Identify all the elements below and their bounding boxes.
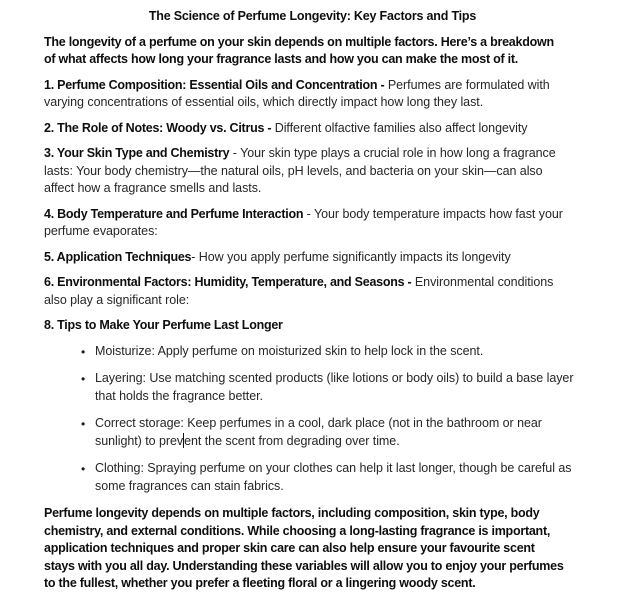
- text-run-bold: 6. Environmental Factors: Humidity, Temperature, and Seasons -: [44, 275, 412, 289]
- bullet-marker-icon: •: [81, 344, 86, 359]
- text-run: perfume evaporates:: [44, 224, 158, 238]
- text-line[interactable]: [95, 460, 625, 478]
- text-line[interactable]: [95, 415, 625, 433]
- section-8-tips-heading: [44, 317, 625, 335]
- bullet-item[interactable]: [81, 343, 625, 361]
- text-line[interactable]: [44, 540, 625, 558]
- text-line[interactable]: [95, 433, 625, 451]
- text-line[interactable]: [44, 34, 625, 52]
- text-line[interactable]: [44, 274, 625, 292]
- bullet-item[interactable]: [81, 415, 625, 450]
- text-run: ent the scent from degrading over time.: [184, 433, 400, 448]
- conclusion-paragraph: [44, 505, 625, 593]
- text-run-bold: 8. Tips to Make Your Perfume Last Longer: [44, 318, 283, 332]
- text-line[interactable]: [44, 523, 625, 541]
- document-body: [0, 34, 625, 593]
- text-run: Correct storage: Keep perfumes in a cool, dark place (not in the bathroom or near: [95, 416, 542, 430]
- text-line[interactable]: [95, 370, 625, 388]
- text-run: also play a significant role:: [44, 292, 190, 307]
- text-line[interactable]: [44, 94, 625, 112]
- text-line[interactable]: [44, 163, 625, 181]
- section-3-skin-type: [44, 145, 625, 198]
- text-run-bold: Perfume longevity depends on multiple factors, including composition, skin type, body: [44, 506, 540, 520]
- text-run: Clothing: Spraying perfume on your clothes can help it last longer, though be careful as: [95, 461, 572, 475]
- bullet-marker-icon: •: [81, 417, 86, 431]
- text-line[interactable]: [44, 180, 625, 198]
- text-run-bold: 5. Application Techniques: [44, 249, 192, 264]
- text-run-bold: application techniques and proper skin care can also help ensure your favourite scent: [44, 541, 535, 555]
- text-run: Different olfactive families also affect longevity: [271, 120, 528, 135]
- text-line[interactable]: [44, 505, 625, 523]
- text-line[interactable]: [95, 478, 625, 496]
- text-line[interactable]: [44, 292, 625, 310]
- text-line[interactable]: [44, 145, 625, 163]
- text-run: some fragrances can stain fabrics.: [95, 478, 284, 493]
- text-line[interactable]: [44, 249, 625, 267]
- text-line[interactable]: [44, 120, 625, 138]
- text-run-bold: 3. Your Skin Type and Chemistry: [44, 146, 230, 160]
- intro-paragraph: [44, 34, 625, 69]
- text-line[interactable]: [44, 51, 625, 69]
- text-run: sunlight) to prev: [95, 433, 184, 448]
- bullet-marker-icon: •: [81, 462, 86, 476]
- text-line[interactable]: [44, 223, 625, 241]
- text-run: - Your body temperature impacts how fast your: [303, 206, 563, 221]
- section-5-application: [44, 249, 625, 267]
- section-2-notes: [44, 120, 625, 138]
- section-4-body-temperature: [44, 206, 625, 241]
- section-6-environment: [44, 274, 625, 309]
- text-run-bold: 4. Body Temperature and Perfume Interaction: [44, 206, 304, 221]
- text-line[interactable]: [44, 558, 625, 576]
- text-run: Perfumes are formulated with: [384, 77, 550, 92]
- text-run-bold: to the fullest, whether you prefer a fleeting floral or a lingering woody scent.: [44, 576, 476, 590]
- doc-title-text: The Science of Perfume Longevity: Key Factors and Tips: [148, 9, 477, 23]
- tips-list: [44, 343, 625, 496]
- text-run-bold: 2. The Role of Notes: Woody vs. Citrus -: [44, 120, 272, 135]
- text-run: lasts: Your body chemistry—the natural oils, pH levels, and bacteria on your skin—can also: [44, 163, 543, 178]
- text-run: affect how a fragrance smells and lasts.: [44, 181, 262, 195]
- doc-title[interactable]: [0, 8, 625, 26]
- text-run-bold: The longevity of a perfume on your skin depends on multiple factors. Here’s a breakdown: [44, 34, 554, 49]
- text-line[interactable]: [44, 317, 625, 335]
- text-run: - Your skin type plays a crucial role in how long a fragrance: [229, 146, 556, 160]
- bullet-item[interactable]: [81, 460, 625, 495]
- text-line[interactable]: [44, 77, 625, 95]
- text-line[interactable]: [95, 343, 625, 361]
- text-line[interactable]: [44, 575, 625, 593]
- text-line[interactable]: [95, 388, 625, 406]
- text-run: Environmental conditions: [411, 275, 554, 289]
- text-run: Moisturize: Apply perfume on moisturized skin to help lock in the scent.: [95, 343, 484, 358]
- text-line[interactable]: [44, 206, 625, 224]
- bullet-marker-icon: •: [81, 372, 86, 386]
- text-run-bold: stays with you all day. Understanding these variables will allow you to enjoy your perfumes: [44, 558, 564, 573]
- text-run: - How you apply perfume significantly impacts its longevity: [191, 249, 511, 264]
- text-run-bold: 1. Perfume Composition: Essential Oils and Concentration -: [44, 77, 385, 92]
- bullet-item[interactable]: [81, 370, 625, 405]
- section-1-composition: [44, 77, 625, 112]
- text-run: that holds the fragrance better.: [95, 388, 263, 403]
- text-run-bold: chemistry, and external conditions. While choosing a long-lasting fragrance is important,: [44, 523, 551, 538]
- text-run-bold: of what affects how long your fragrance lasts and how you can make the most of it.: [44, 52, 519, 66]
- text-run: Layering: Use matching scented products (like lotions or body oils) to build a base layer: [95, 371, 574, 385]
- text-run: varying concentrations of essential oils, which directly impact how long they last.: [44, 95, 484, 109]
